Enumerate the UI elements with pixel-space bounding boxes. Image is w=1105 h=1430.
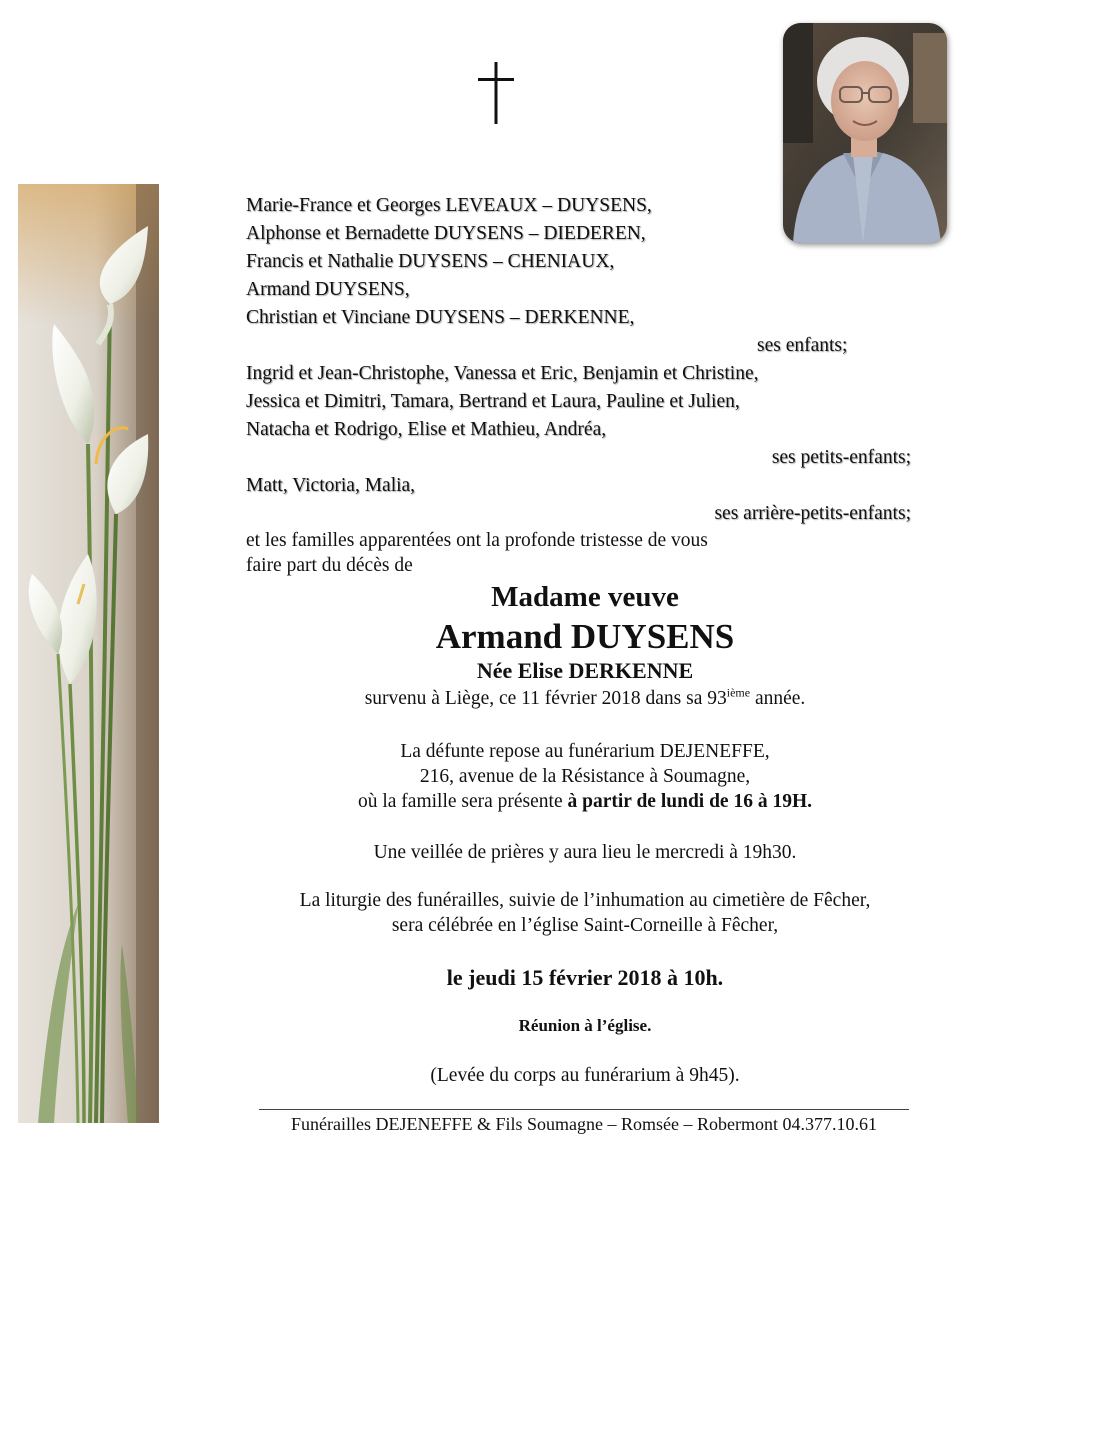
funeral-home-footer: Funérailles DEJENEFFE & Fils Soumagne – Romsée – Robermont 04.377.10.61: [291, 1114, 877, 1134]
deceased-title-line1: Madame veuve: [491, 581, 679, 613]
death-announcement: [260, 687, 910, 711]
rest-line-hours: [260, 790, 910, 814]
intro-line: et les familles apparentées ont la profonde tristesse de vous: [246, 530, 708, 551]
family-grandchildren-line: Ingrid et Jean-Christophe, Vanessa et Eric, Benjamin et Christine,: [246, 363, 759, 384]
vigil-line: Une veillée de prières y aura lieu le mercredi à 19h30.: [373, 842, 797, 863]
family-grandchildren-line: Jessica et Dimitri, Tamara, Bertrand et Laura, Pauline et Julien,: [246, 391, 740, 412]
visiting-hours: à partir de lundi de 16 à 19H.: [567, 791, 813, 812]
family-children-line: Christian et Vinciane DUYSENS – DERKENNE,: [246, 307, 635, 328]
intro-line: faire part du décès de: [246, 555, 413, 576]
family-children-line: Francis et Nathalie DUYSENS – CHENIAUX,: [246, 251, 615, 272]
family-great-grandchildren-line: Matt, Victoria, Malia,: [246, 475, 416, 496]
meeting-note: Réunion à l’église.: [518, 1016, 652, 1035]
grandchildren-label: ses petits-enfants;: [771, 447, 911, 468]
children-label: ses enfants;: [757, 335, 848, 356]
death-text-end: année.: [750, 688, 806, 709]
family-grandchildren-line: Natacha et Rodrigo, Elise et Mathieu, Andréa,: [246, 419, 607, 440]
rest-line: 216, avenue de la Résistance à Soumagne,: [419, 766, 751, 787]
deceased-born-as: Née Elise DERKENNE: [476, 658, 694, 683]
ordinal-suffix: ième: [726, 685, 751, 700]
calla-lily-illustration: [18, 184, 159, 1123]
removal-note: (Levée du corps au funérarium à 9h45).: [430, 1065, 740, 1086]
family-children-line: Armand DUYSENS,: [246, 279, 410, 300]
liturgy-line: sera célébrée en l’église Saint-Corneille à Fêcher,: [391, 915, 779, 936]
death-text: survenu à Liège, ce 11 février 2018 dans sa 93: [364, 688, 727, 709]
latin-cross-icon: [478, 62, 514, 128]
service-date: le jeudi 15 février 2018 à 10h.: [446, 965, 724, 990]
family-children-line: Alphonse et Bernadette DUYSENS – DIEDEREN,: [246, 223, 646, 244]
rest-line-text: où la famille sera présente: [357, 791, 568, 812]
deceased-name: Armand DUYSENS: [435, 617, 735, 656]
footer-divider: [259, 1109, 909, 1110]
rest-line: La défunte repose au funérarium DEJENEFFE,: [400, 741, 770, 762]
great-grandchildren-label: ses arrière-petits-enfants;: [714, 503, 911, 524]
family-children-line: Marie-France et Georges LEVEAUX – DUYSENS,: [246, 195, 652, 216]
portrait-photo: [783, 23, 947, 243]
liturgy-line: La liturgie des funérailles, suivie de l’inhumation au cimetière de Fêcher,: [299, 890, 871, 911]
